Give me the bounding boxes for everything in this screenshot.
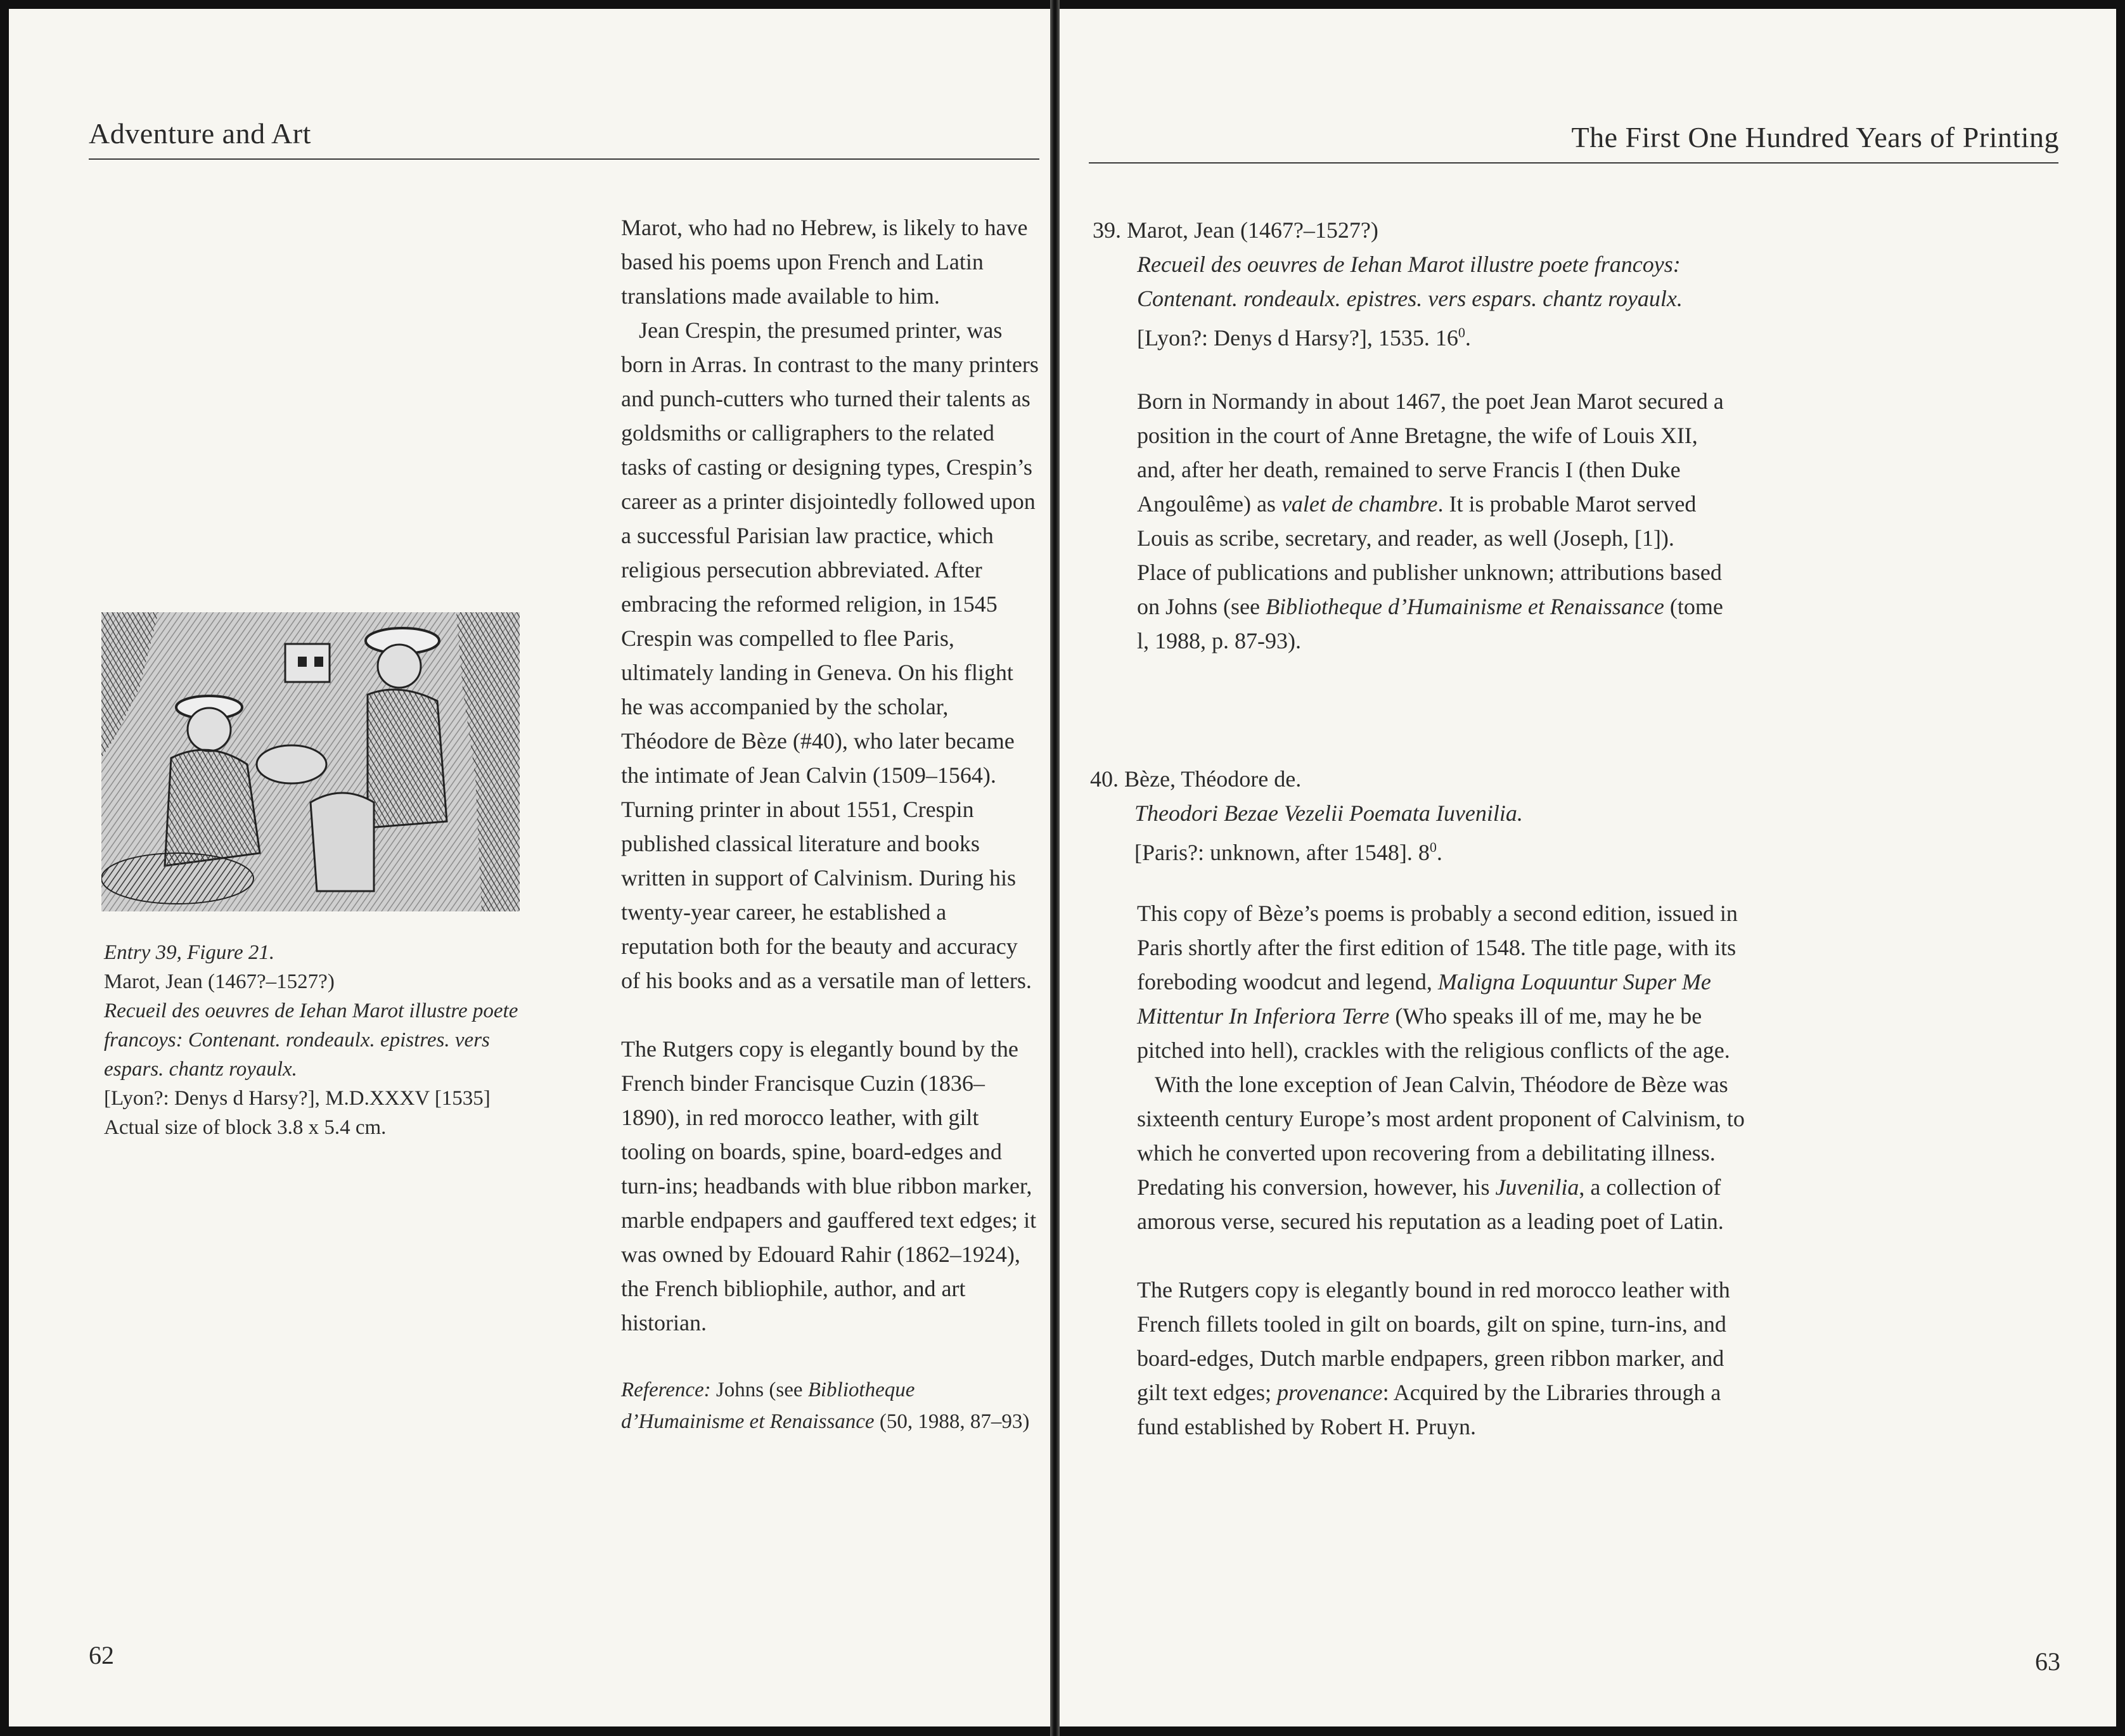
entry-39-body-italic-2: Bibliotheque d’Humainisme et Renaissance [1265, 594, 1664, 619]
figure-caption [104, 938, 548, 1142]
entry-39-format-sup: 0 [1458, 325, 1465, 340]
entry-40-p2-italic: Juvenilia [1495, 1174, 1579, 1200]
left-text-column [621, 210, 1039, 1437]
reference-text-2: (50, 1988, 87–93) [879, 1410, 1030, 1433]
caption-title: Recueil des oeuvres de Iehan Marot illustre poete francoys: Contenant. rondeaulx. epistres. vers espars. chantz royaulx. [104, 1000, 518, 1081]
entry-40-number: 40. [1090, 766, 1119, 792]
paragraph-binding-39: The Rutgers copy is elegantly bound by the French binder Francisque Cuzin (1836–1890), in red morocco leather, with gilt tooling on boards, spine, board-edges and turn-ins; headbands with blue ribbon marker, marble endpapers and gauffered text edges; it was owned by Edouard Rahir (1862–1924), the French bibliophile, author, and art historian. [621, 1036, 1037, 1335]
page-number-left: 62 [89, 1641, 114, 1669]
entry-40-header: 40. Bèze, Théodore de. Theodori Bezae Vezelii Poemata Iuvenilia. [Paris?: unknown, after 1548]. $8^0$. [1090, 762, 1914, 870]
entry-39-body-3: (tome l, 1988, p. 87-93). [1137, 594, 1723, 653]
right-page [1060, 9, 2116, 1726]
entry-39-imprint: [Lyon?: Denys d Harsy?], 1535. 16 [1137, 325, 1458, 350]
paragraph-crespin: Jean Crespin, the presumed printer, was born in Arras. In contrast to the many printers and punch-cutters who turned their talents as goldsmiths or calligraphers to the related tasks of casting or designing types, Crespin’s career as a printer disjointedly followed upon a successful Parisian law practice, which religious persecution abbreviated. After embracing the reformed religion, in 1545 Crespin was compelled to flee Paris, ultimately landing in Geneva. On his flight he was accompanied by the scholar, Théodore de Bèze (#40), who later became the intimate of Jean Calvin (1509–1564). Turning printer in about 1551, Crespin published classical literature and books written in support of Calvinism. During his twenty-year career, he established a reputation both for the beauty and accuracy of his books and as a versatile man of letters. [621, 318, 1039, 993]
entry-40-paragraph-2 [1137, 1067, 1745, 1238]
reference-label: Reference: [621, 1379, 711, 1401]
entry-39-title-1: Recueil des oeuvres de Iehan Marot illustre poete francoys: [1137, 252, 1681, 277]
caption-imprint: [Lyon?: Denys d Harsy?], M.D.XXXV [1535] [104, 1087, 491, 1110]
entry-40-format-sup: 0 [1429, 839, 1437, 855]
woodcut-illustration-icon [101, 612, 520, 911]
entry-40-p1-italic: Maligna Loquuntur Super Me Mittentur In Inferiora Terre [1137, 969, 1711, 1029]
paragraph-marot: Marot, who had no Hebrew, is likely to have based his poems upon French and Latin translations made available to him. [621, 215, 1028, 309]
caption-label: Entry 39, Figure 21. [104, 941, 275, 964]
entry-40-paragraph-3 [1137, 1273, 1745, 1444]
entry-40-p3-italic: provenance [1276, 1380, 1383, 1405]
entry-39-author: Marot, Jean (1467?–1527?) [1127, 217, 1378, 243]
reference-note [621, 1374, 1039, 1437]
left-page [9, 9, 1050, 1726]
book-gutter [1050, 0, 1060, 1736]
entry-39-body [1137, 384, 1726, 658]
header-rule-left [89, 158, 1039, 160]
entry-40-title: Theodori Bezae Vezelii Poemata Iuvenilia. [1134, 800, 1523, 826]
entry-40-paragraph-1 [1137, 896, 1745, 1067]
reference-title: Bibliotheque d’Humainisme et Renaissance [621, 1379, 915, 1433]
entry-39-number: 39. [1093, 217, 1121, 243]
page-number-right: 63 [2035, 1647, 2060, 1676]
entry-40-p3-a: The Rutgers copy is elegantly bound in red morocco leather with French fillets tooled in gilt on boards, gilt on spine, turn-ins, and board-edges, Dutch marble endpapers, green ribbon marker, and gilt text edges; [1137, 1277, 1730, 1405]
reference-text-1: Johns (see [716, 1379, 803, 1401]
entry-40-p2-b: , a collection of amorous verse, secured his reputation as a leading poet of Latin. [1137, 1174, 1724, 1234]
entry-40-p1-b: (Who speaks ill of me, may he be pitched into hell), crackles with the religious conflicts of the age. [1137, 1003, 1730, 1063]
running-head-right: The First One Hundred Years of Printing [1571, 121, 2059, 153]
entry-39-paragraph [1137, 384, 1726, 658]
entry-40-body [1137, 896, 1745, 1444]
entry-40-p2-a: With the lone exception of Jean Calvin, Théodore de Bèze was sixteenth century Europe’s most ardent proponent of Calvinism, to which he converted upon recovering from a debilitating illness. Predating his conversion, however, his [1137, 1072, 1745, 1200]
entry-40-p3-b: : Acquired by the Libraries through a fund established by Robert H. Pruyn. [1137, 1380, 1721, 1439]
caption-size: Actual size of block 3.8 x 5.4 cm. [104, 1116, 387, 1139]
entry-40-p1-a: This copy of Bèze’s poems is probably a second edition, issued in Paris shortly after the first edition of 1548. The title page, with its foreboding woodcut and legend, [1137, 901, 1738, 994]
entry-39-header: 39. Marot, Jean (1467?–1527?) Recueil des oeuvres de Iehan Marot illustre poete francoys: Contenant. rondeaulx. epistres. vers espars. chantz royaulx. [Lyon?: Denys d Harsy?], 1535. $16^0$. [1093, 213, 1916, 355]
entry-39-body-2: . It is probable Marot served Louis as scribe, secretary, and reader, as well (Joseph, [1]). Place of publications and publisher unknown; attributions based on Johns (see [1137, 491, 1722, 619]
entry-40-imprint: [Paris?: unknown, after 1548]. 8 [1134, 840, 1430, 865]
entry-39-body-1: Born in Normandy in about 1467, the poet Jean Marot secured a position in the court of Anne Bretagne, the wife of Louis XII, and, after her death, remained to serve Francis I (then Duke Angoulême) as [1137, 389, 1724, 517]
entry-39-body-italic: valet de chambre [1281, 491, 1438, 517]
header-rule-right [1089, 162, 2058, 164]
running-head-left: Adventure and Art [89, 117, 311, 150]
entry-40-author: Bèze, Théodore de. [1124, 766, 1302, 792]
caption-author: Marot, Jean (1467?–1527?) [104, 970, 335, 993]
entry-39-title-2: Contenant. rondeaulx. epistres. vers espars. chantz royaulx. [1137, 286, 1683, 311]
